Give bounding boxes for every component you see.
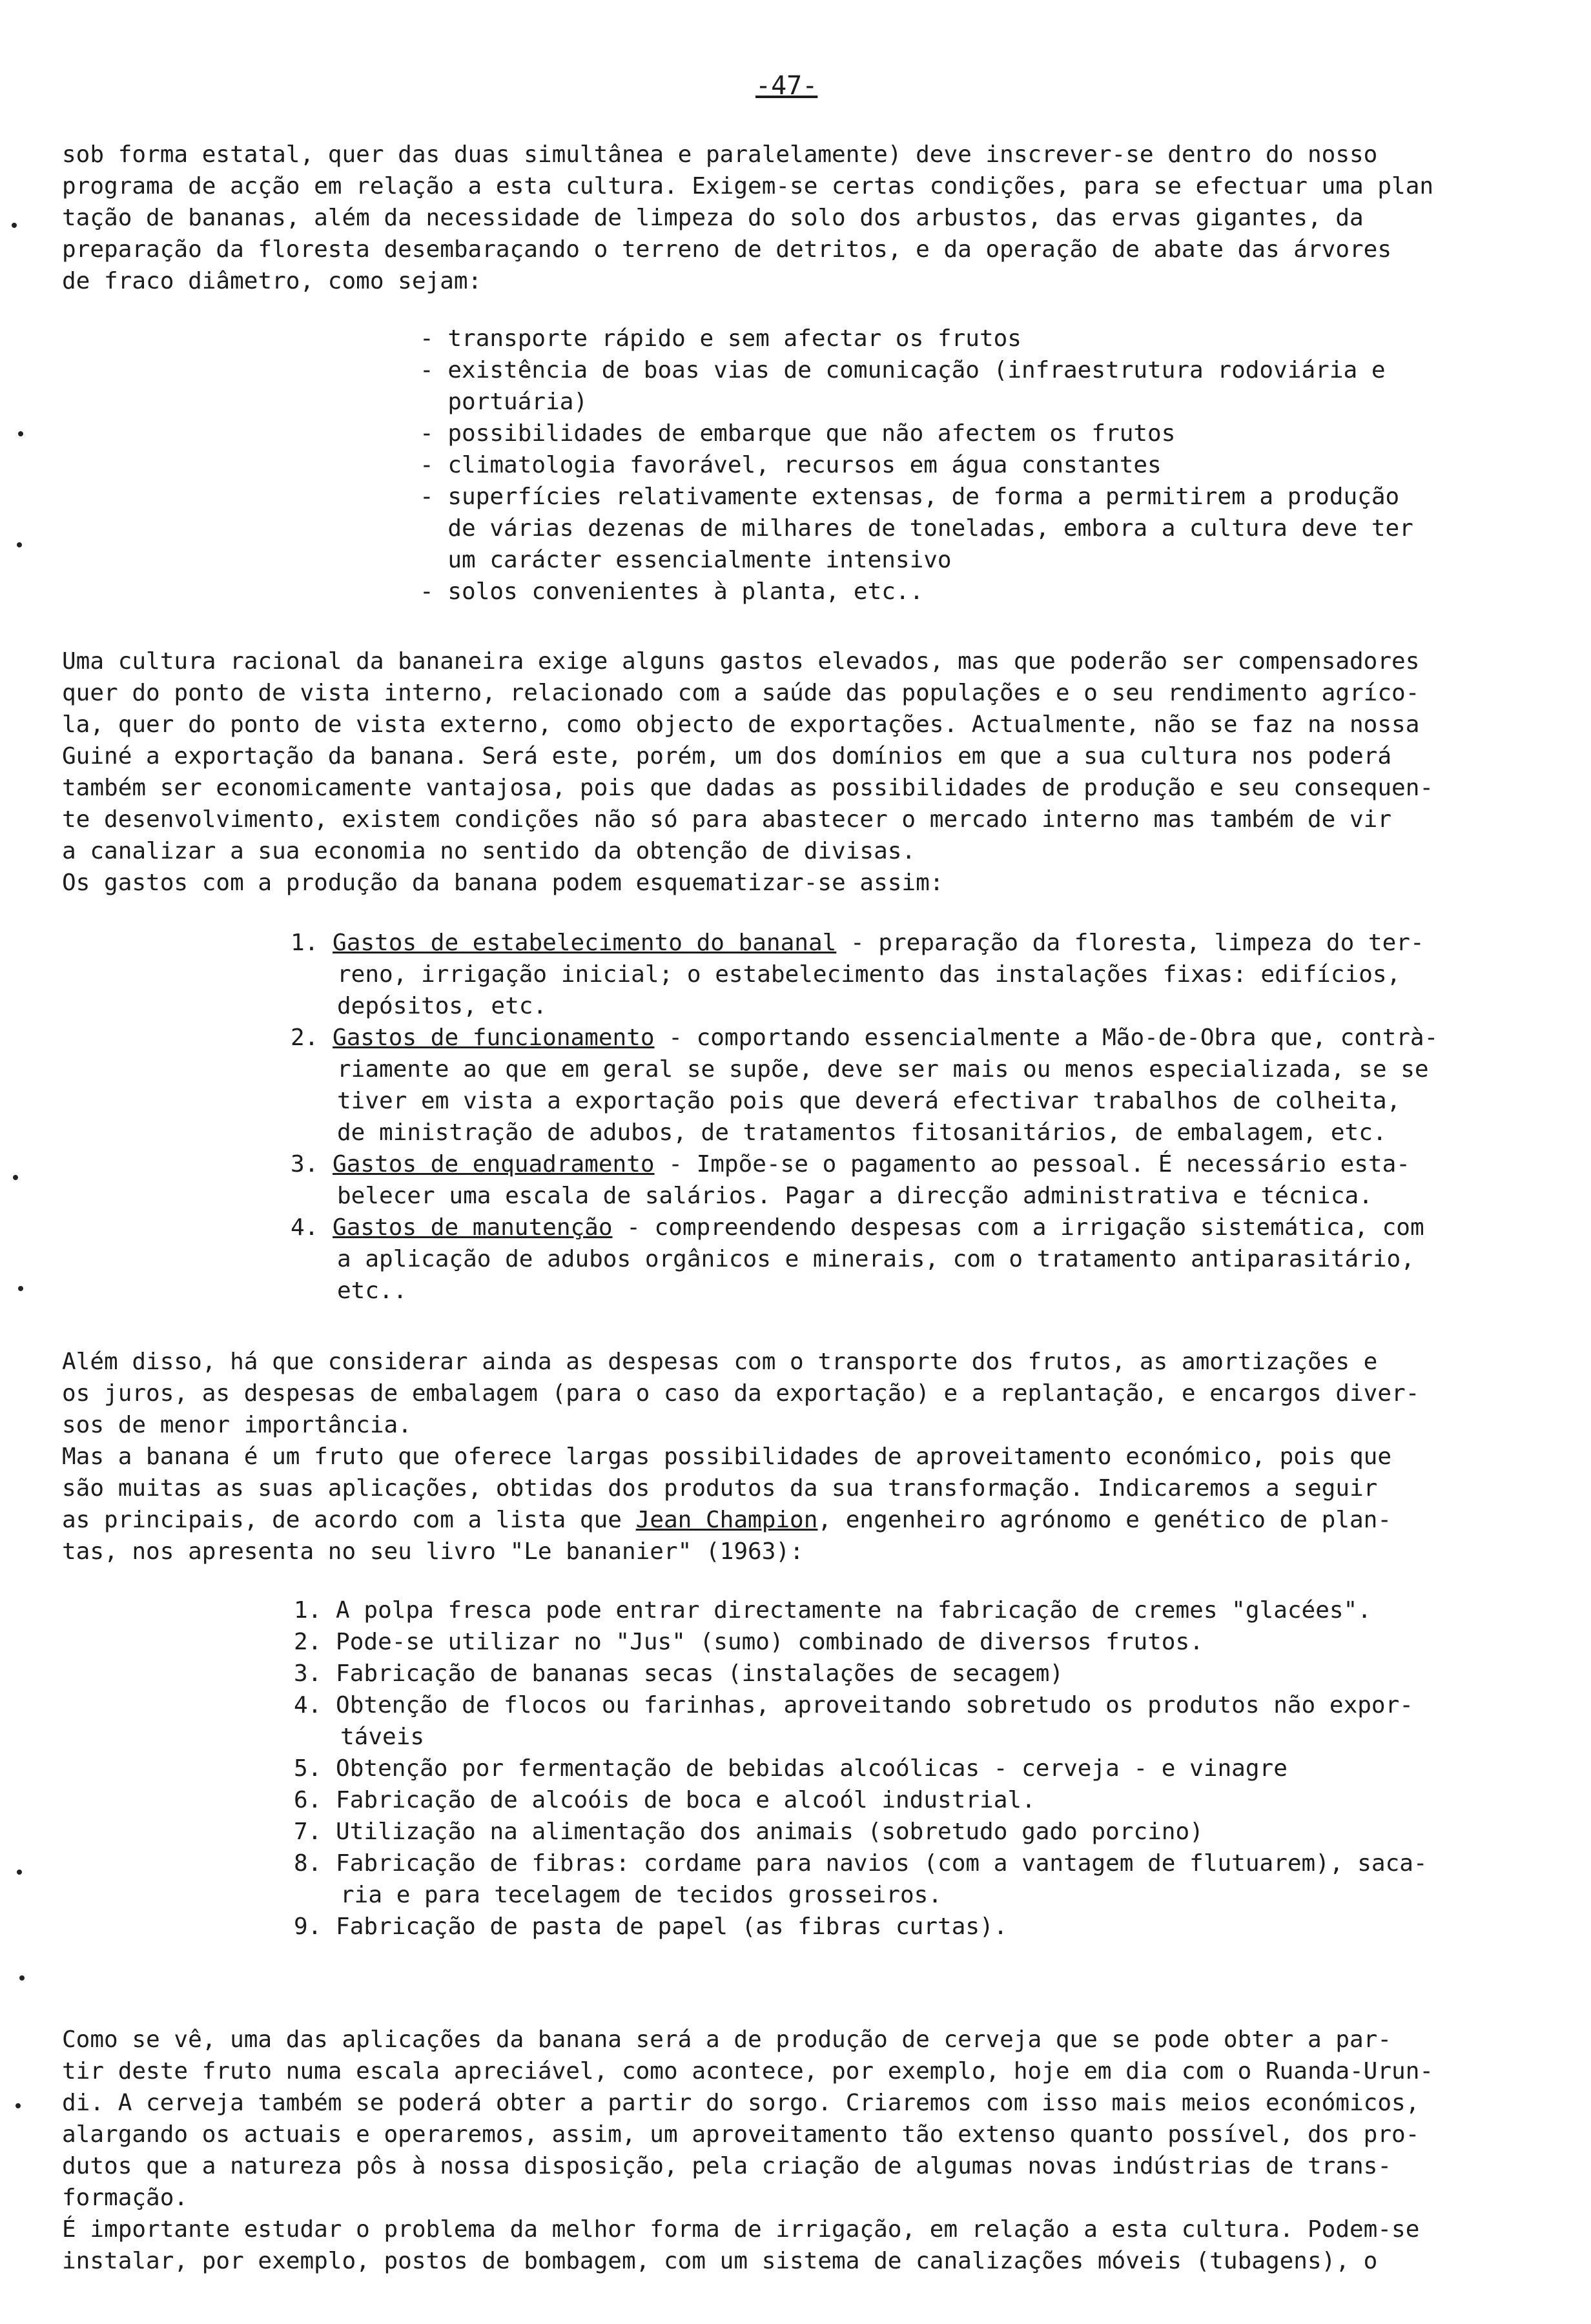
text-line: Como se vê, uma das aplicações da banana será a de produção de cerveja que se pode obter a par- [62, 2026, 1392, 2053]
list-item: - transporte rápido e sem afectar os frutos [420, 325, 1021, 352]
text-line: tação de bananas, além da necessidade de limpeza do solo dos arbustos, das ervas gigantes, da [62, 205, 1364, 231]
use-item-line [294, 1595, 1553, 1626]
use-item-text: Fabricação de alcoóis de boca e alcoól industrial. [336, 1787, 1036, 1813]
text-line: são muitas as suas aplicações, obtidas dos produtos da sua transformação. Indicaremos a seguir [62, 1475, 1378, 1502]
paragraph-beer-irrigation [62, 2024, 1547, 2277]
cost-item-number: 3. [291, 1151, 319, 1177]
use-item-line [294, 1816, 1553, 1848]
cost-item-line: riamente ao que em geral se supõe, deve ser mais ou menos especializada, se se [337, 1056, 1429, 1083]
use-item [294, 1595, 1553, 1626]
use-item-number: 2. [294, 1629, 322, 1655]
text-line: alargando os actuais e operaremos, assim, um aproveitamento tão extenso quanto possível, dos pro- [62, 2121, 1420, 2148]
use-item-text: Obtenção por fermentação de bebidas alcoólicas - cerveja - e vinagre [336, 1755, 1288, 1782]
text-line: Além disso, há que considerar ainda as despesas com o transporte dos frutos, as amortizações e [62, 1349, 1378, 1375]
list-item: um carácter essencialmente intensivo [420, 547, 952, 573]
costs-list [291, 927, 1550, 1307]
use-item-text: Pode-se utilizar no "Jus" (sumo) combinado de diversos frutos. [336, 1629, 1204, 1655]
use-item-number: 5. [294, 1755, 322, 1782]
use-item-text: Fabricação de pasta de papel (as fibras curtas). [336, 1913, 1008, 1940]
text-line: os juros, as despesas de embalagem (para o caso da exportação) e a replantação, e encargos diver- [62, 1380, 1420, 1407]
scan-speck [12, 223, 17, 228]
cost-item [291, 927, 1550, 1022]
cost-item-line: depósitos, etc. [337, 993, 548, 1019]
cost-item [291, 1148, 1550, 1212]
paragraph-intro [62, 139, 1547, 297]
uses-list [294, 1595, 1553, 1942]
use-item-number: 8. [294, 1850, 322, 1877]
use-item-number: 6. [294, 1787, 322, 1813]
scan-speck [15, 2103, 21, 2108]
list-item: de várias dezenas de milhares de toneladas, embora a cultura deve ter [420, 515, 1413, 542]
text-line: tas, nos apresenta no seu livro "Le bananier" (1963): [62, 1538, 804, 1565]
use-item-line [294, 1689, 1553, 1721]
cost-item-text: - Impõe-se o pagamento ao pessoal. É necessário esta- [654, 1151, 1410, 1177]
scan-speck [18, 1286, 23, 1291]
text-line: É importante estudar o problema da melhor forma de irrigação, em relação a esta cultura. Podem-se [62, 2216, 1420, 2243]
cost-item-first-line [291, 1212, 1550, 1243]
list-item: portuária) [420, 389, 588, 415]
cost-item [291, 1022, 1550, 1148]
cost-item-first-line [291, 1022, 1550, 1054]
use-item-text: Fabricação de fibras: cordame para navios (com a vantagem de flutuarem), saca- [336, 1850, 1428, 1877]
use-item [294, 1784, 1553, 1816]
cost-item-line: belecer uma escala de salários. Pagar a direcção administrativa e técnica. [337, 1183, 1373, 1209]
use-item [294, 1658, 1553, 1689]
cost-item-number: 1. [291, 930, 319, 956]
use-item-number: 9. [294, 1913, 322, 1940]
list-item: - climatologia favorável, recursos em água constantes [420, 452, 1162, 478]
use-item [294, 1753, 1553, 1784]
cost-item-number: 4. [291, 1214, 319, 1241]
text-line: de fraco diâmetro, como sejam: [62, 268, 482, 294]
cost-item-text: - preparação da floresta, limpeza do ter- [836, 930, 1424, 956]
use-item-number: 3. [294, 1660, 322, 1687]
page-number: -47- [755, 71, 818, 101]
cost-item-title: Gastos de funcionamento [333, 1024, 655, 1051]
use-item-number: 1. [294, 1597, 322, 1624]
scan-speck [19, 1975, 25, 1981]
scan-speck [17, 1870, 22, 1875]
text-line: sos de menor importância. [62, 1412, 412, 1438]
text-line: formação. [62, 2185, 189, 2211]
text-fragment: as principais, de acordo com a lista que [62, 1507, 636, 1533]
cost-item-line: tiver em vista a exportação pois que deverá efectivar trabalhos de colheita, [337, 1088, 1401, 1114]
text-line: também ser economicamente vantajosa, pois que dadas as possibilidades de produção e seu consequen- [62, 775, 1434, 801]
text-line: sob forma estatal, quer das duas simultânea e paralelamente) deve inscrever-se dentro do nosso [62, 141, 1378, 168]
text-line: Mas a banana é um fruto que oferece largas possibilidades de aproveitamento económico, pois que [62, 1443, 1392, 1470]
use-item-number: 7. [294, 1819, 322, 1845]
text-line: Guiné a exportação da banana. Será este, porém, um dos domínios em que a sua cultura nos poderá [62, 743, 1392, 770]
cost-item-text: - compreendendo despesas com a irrigação sistemática, com [612, 1214, 1424, 1241]
use-item-line [294, 1784, 1553, 1816]
cost-item-line: reno, irrigação inicial; o estabelecimento das instalações fixas: edifícios, [337, 961, 1401, 988]
use-item-line: táveis [340, 1724, 425, 1750]
text-line: di. A cerveja também se poderá obter a partir do sorgo. Criaremos com isso mais meios económicos, [62, 2090, 1420, 2116]
scan-speck [18, 431, 23, 436]
text-line [62, 1504, 1547, 1536]
text-line: quer do ponto de vista interno, relacionado com a saúde das populações e o seu rendimento agríco- [62, 680, 1420, 706]
use-item-line [294, 1911, 1553, 1942]
text-line: Uma cultura racional da bananeira exige alguns gastos elevados, mas que poderão ser compensadores [62, 648, 1420, 675]
author-name: Jean Champion [635, 1507, 818, 1533]
use-item [294, 1689, 1553, 1753]
conditions-list [420, 323, 1413, 607]
cost-item-line: etc.. [337, 1278, 407, 1304]
text-line: a canalizar a sua economia no sentido da obtenção de divisas. [62, 838, 916, 864]
text-line: dutos que a natureza pôs à nossa disposição, pela criação de algumas novas indústrias de trans- [62, 2153, 1392, 2179]
paragraph-other-costs [62, 1346, 1547, 1441]
text-line: tir deste fruto numa escala apreciável, como acontece, por exemplo, hoje em dia com o Ruanda-Urun- [62, 2058, 1434, 2084]
cost-item-line: a aplicação de adubos orgânicos e minerais, com o tratamento antiparasitário, [337, 1246, 1415, 1272]
use-item [294, 1848, 1553, 1911]
use-item-line [294, 1626, 1553, 1658]
use-item [294, 1816, 1553, 1848]
cost-item-title: Gastos de estabelecimento do bananal [333, 930, 837, 956]
cost-item [291, 1212, 1550, 1307]
text-fragment: , engenheiro agrónomo e genético de plan- [817, 1507, 1392, 1533]
use-item-line [294, 1753, 1553, 1784]
paragraph-applications [62, 1441, 1547, 1567]
cost-item-text: - comportando essencialmente a Mão-de-Obra que, contrà- [654, 1024, 1439, 1051]
use-item-line: ria e para tecelagem de tecidos grosseiros. [340, 1882, 942, 1908]
use-item-text: Utilização na alimentação dos animais (sobretudo gado porcino) [336, 1819, 1204, 1845]
use-item-number: 4. [294, 1692, 322, 1718]
cost-item-line: de ministração de adubos, de tratamentos fitosanitários, de embalagem, etc. [337, 1119, 1387, 1146]
cost-item-title: Gastos de manutenção [333, 1214, 613, 1241]
text-line: instalar, por exemplo, postos de bombagem, com um sistema de canalizações móveis (tubagens), o [62, 2248, 1378, 2274]
scan-speck [17, 542, 22, 547]
text-line: te desenvolvimento, existem condições não só para abastecer o mercado interno mas também de vir [62, 806, 1392, 833]
use-item-line [294, 1848, 1553, 1879]
text-line: preparação da floresta desembaraçando o terreno de detritos, e da operação de abate das árvores [62, 236, 1392, 263]
cost-item-first-line [291, 927, 1550, 959]
use-item-line [294, 1658, 1553, 1689]
cost-item-number: 2. [291, 1024, 319, 1051]
list-item: - possibilidades de embarque que não afectem os frutos [420, 420, 1176, 447]
scan-speck [13, 1175, 18, 1180]
cost-item-title: Gastos de enquadramento [333, 1151, 655, 1177]
use-item [294, 1911, 1553, 1942]
use-item-text: Fabricação de bananas secas (instalações de secagem) [336, 1660, 1064, 1687]
list-item: - solos convenientes à planta, etc.. [420, 578, 924, 605]
list-item: - existência de boas vias de comunicação (infraestrutura rodoviária e [420, 357, 1386, 383]
use-item [294, 1626, 1553, 1658]
cost-item-first-line [291, 1148, 1550, 1180]
list-item: - superfícies relativamente extensas, de forma a permitirem a produção [420, 484, 1400, 510]
text-line: la, quer do ponto de vista externo, como objecto de exportações. Actualmente, não se faz na nossa [62, 711, 1420, 738]
paragraph-costs-intro [62, 646, 1547, 899]
text-line: Os gastos com a produção da banana podem esquematizar-se assim: [62, 870, 944, 896]
text-line: programa de acção em relação a esta cultura. Exigem-se certas condições, para se efectuar uma plan [62, 173, 1434, 199]
use-item-text: Obtenção de flocos ou farinhas, aproveitando sobretudo os produtos não expor- [336, 1692, 1413, 1718]
use-item-text: A polpa fresca pode entrar directamente na fabricação de cremes "glacées". [336, 1597, 1371, 1624]
